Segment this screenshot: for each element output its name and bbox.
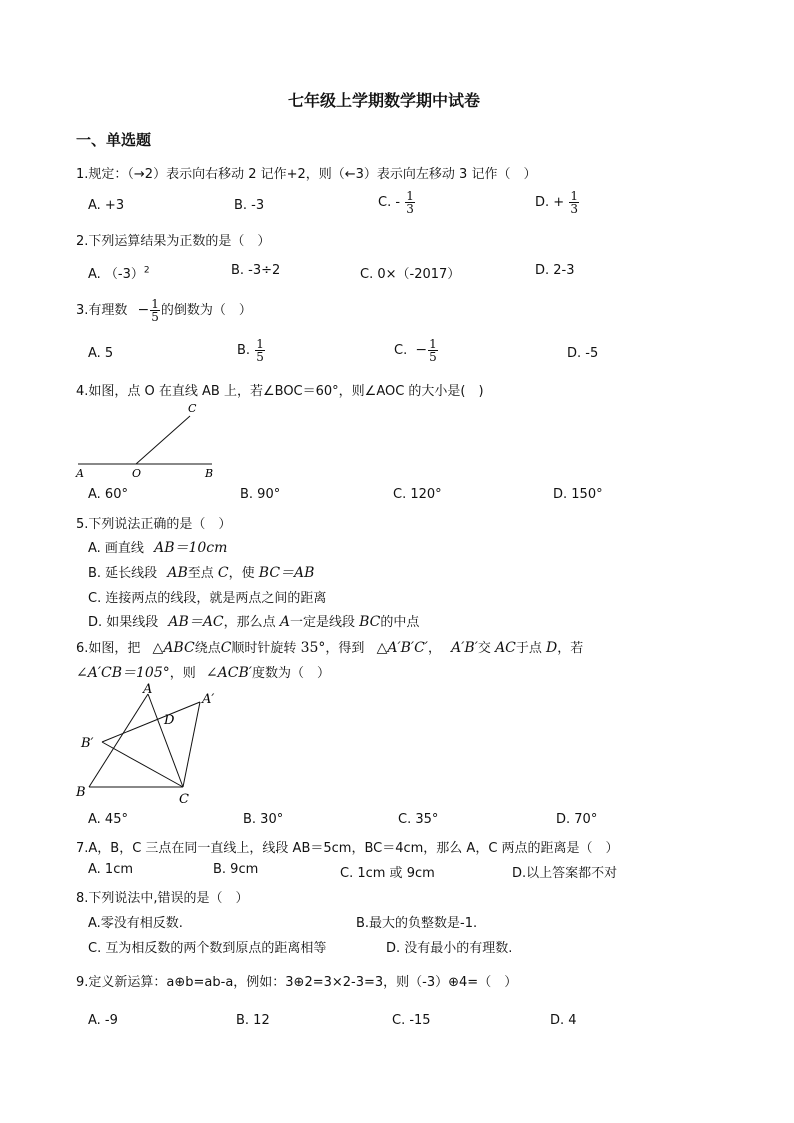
q3-stem-suffix: 的倒数为（ ） [160, 303, 252, 318]
q5-option-d-text2: ，那么点 [223, 615, 276, 630]
q1-stem: 1.规定：（→2）表示向右移动 2 记作+2，则（←3）表示向左移动 3 记作（ ） [76, 167, 537, 182]
q6-math5: A′B′ [451, 640, 478, 656]
q1-option-c-prefix: C. - [378, 195, 401, 210]
segment-ac [148, 694, 183, 787]
q3-option-c-neg: − [415, 342, 428, 358]
q9-option-d[interactable]: D. 4 [550, 1013, 577, 1028]
q5-option-d-text4: 的中点 [380, 615, 420, 630]
segment-bprime-aprime [102, 702, 200, 742]
q5-option-c[interactable]: C. 连接两点的线段，就是两点之间的距离 [88, 591, 327, 606]
segment-aprime-c [183, 702, 200, 787]
q6-text7: 于点 [515, 641, 542, 656]
label-a: A [143, 682, 153, 697]
q6-text1: 6.如图，把 [76, 641, 141, 656]
q6-text8: ，若 [557, 641, 584, 656]
q4-option-d[interactable]: D. 150° [553, 487, 603, 502]
q6-text2: 绕点 [194, 641, 221, 656]
q2-stem: 2.下列运算结果为正数的是（ ） [76, 234, 271, 249]
segment-ba [89, 694, 148, 787]
q1-option-c-fraction [405, 190, 415, 215]
q2-option-a-exponent: 2 [143, 265, 150, 276]
fraction-denominator: 5 [151, 310, 159, 324]
q1-option-a[interactable]: A. +3 [88, 198, 125, 213]
fraction-numerator: 1 [256, 337, 264, 351]
q8-option-d[interactable]: D. 没有最小的有理数. [386, 941, 513, 956]
q1-option-d-fraction [569, 190, 579, 215]
q6-text6: 交 [477, 641, 491, 656]
q6-math1: △ABC [152, 640, 195, 656]
q3-option-b[interactable] [237, 338, 266, 363]
q5-option-a-text: A. 画直线 [88, 541, 144, 556]
fraction-denominator: 5 [256, 350, 264, 364]
q6-line2-math2: ∠ACB′ [205, 665, 252, 681]
q3-stem-fraction [150, 298, 160, 323]
fraction-denominator: 3 [570, 202, 578, 216]
q6-option-d[interactable]: D. 70° [556, 812, 598, 827]
q6-option-a[interactable]: A. 45° [88, 812, 128, 827]
q3-option-c-prefix: C. [394, 343, 408, 358]
label-a-prime: A′ [202, 692, 215, 707]
q2-option-a[interactable] [88, 263, 150, 282]
page-title: 七年级上学期数学期中试卷 [288, 91, 481, 110]
q8-option-c[interactable]: C. 互为相反数的两个数到原点的距离相等 [88, 941, 327, 956]
label-d: D [164, 713, 175, 728]
q7-option-a[interactable]: A. 1cm [88, 862, 134, 877]
q5-option-b-text3: ，使 [228, 566, 255, 581]
q6-option-c[interactable]: C. 35° [398, 812, 439, 827]
q9-option-a[interactable]: A. -9 [88, 1013, 118, 1028]
q6-stem-line2 [76, 662, 330, 682]
q1-option-b[interactable]: B. -3 [234, 198, 265, 213]
q6-math7: D [546, 640, 558, 656]
fraction-denominator: 3 [406, 202, 414, 216]
q4-figure [72, 398, 222, 483]
fraction-numerator: 1 [406, 189, 414, 203]
q5-option-b-math1: AB [167, 565, 188, 581]
q3-option-d[interactable]: D. -5 [567, 346, 599, 361]
q5-option-d-math2: A [279, 614, 290, 630]
q7-option-d[interactable]: D.以上答案都不对 [512, 866, 618, 881]
q2-option-b[interactable]: B. -3÷2 [231, 263, 281, 278]
q6-line2-text2: 度数为（ ） [251, 666, 330, 681]
q6-stem-line1 [76, 637, 583, 656]
q5-option-d-text3: 一定是线段 [289, 615, 355, 630]
fraction-numerator: 1 [429, 337, 437, 351]
label-b: B [205, 467, 214, 480]
q6-line2-math1: ∠A′CB＝105° [76, 665, 170, 681]
q4-option-a[interactable]: A. 60° [88, 487, 128, 502]
q9-stem: 9.定义新运算：a⊕b=ab-a，例如：3⊕2=3×2-3=3，则（-3）⊕4=（ ） [76, 975, 518, 990]
q2-option-d[interactable]: D. 2-3 [535, 263, 575, 278]
q7-option-b[interactable]: B. 9cm [213, 862, 259, 877]
segment-bprime-c [102, 742, 183, 787]
q4-option-b[interactable]: B. 90° [240, 487, 281, 502]
q6-text4: ，得到 [325, 641, 365, 656]
q3-option-c[interactable] [394, 338, 439, 363]
label-a: A [76, 467, 84, 480]
q8-option-b[interactable]: B.最大的负整数是-1. [356, 916, 478, 931]
q5-option-b-math3: BC＝AB [258, 565, 315, 581]
q3-stem-prefix: 3.有理数 [76, 303, 128, 318]
q7-stem: 7.A，B，C 三点在同一直线上，线段 AB＝5cm，BC＝4cm，那么 A，C 两点的距离是（ ） [76, 841, 619, 856]
q8-stem: 8.下列说法中,错误的是（ ） [76, 891, 249, 906]
q2-option-a-base: A. （-3） [88, 267, 144, 282]
q9-option-c[interactable]: C. -15 [392, 1013, 431, 1028]
q6-line2-text1: ，则 [169, 666, 196, 681]
q6-option-b[interactable]: B. 30° [243, 812, 284, 827]
label-c: C [188, 402, 197, 415]
label-b: B [76, 785, 86, 800]
label-o: O [132, 467, 142, 480]
label-b-prime: B′ [81, 736, 94, 751]
q6-text5: ， [427, 641, 441, 656]
q3-stem [76, 298, 252, 323]
q5-option-a-math: AB＝10cm [154, 540, 228, 556]
q8-option-a[interactable]: A.零没有相反数. [88, 916, 183, 931]
ray-oc [136, 416, 190, 464]
q6-math4: △A′B′C′ [376, 640, 428, 656]
q5-option-b-text2: 至点 [187, 566, 214, 581]
q1-option-c[interactable] [378, 190, 416, 215]
q5-option-b-text: B. 延长线段 [88, 566, 158, 581]
label-c: C [179, 792, 189, 807]
q5-option-d-math1: AB＝AC [168, 614, 224, 630]
q4-option-c[interactable]: C. 120° [393, 487, 442, 502]
q3-neg-sign: − [137, 302, 150, 318]
fraction-numerator: 1 [570, 189, 578, 203]
fraction-numerator: 1 [151, 297, 159, 311]
q1-option-d-prefix: D. + [535, 195, 565, 210]
q7-option-c[interactable]: C. 1cm 或 9cm [340, 866, 435, 881]
q2-option-c[interactable]: C. 0×（-2017） [360, 267, 461, 282]
q5-option-a[interactable] [88, 537, 227, 557]
q3-option-c-fraction [428, 338, 438, 363]
q3-option-b-prefix: B. [237, 343, 251, 358]
q5-option-d[interactable] [88, 611, 419, 631]
q6-figure [72, 680, 232, 810]
q5-option-b[interactable] [88, 562, 314, 582]
q5-option-d-math3: BC [359, 614, 381, 630]
q9-option-b[interactable]: B. 12 [236, 1013, 270, 1028]
q6-math6: AC [495, 640, 516, 656]
q5-option-b-math2: C [217, 565, 229, 581]
q5-stem: 5.下列说法正确的是（ ） [76, 517, 232, 532]
q6-math2: C [220, 640, 232, 656]
q1-option-d[interactable] [535, 190, 580, 215]
q3-option-b-fraction [255, 338, 265, 363]
fraction-denominator: 5 [429, 350, 437, 364]
section-heading: 一、单选题 [76, 131, 152, 149]
q3-option-a[interactable]: A. 5 [88, 346, 114, 361]
q4-stem: 4.如图，点 O 在直线 AB 上，若∠BOC＝60°，则∠AOC 的大小是( ) [76, 384, 484, 399]
q5-option-d-text: D. 如果线段 [88, 615, 159, 630]
q6-text3: 顺时针旋转 [231, 641, 297, 656]
q6-math3: 35° [300, 640, 326, 656]
